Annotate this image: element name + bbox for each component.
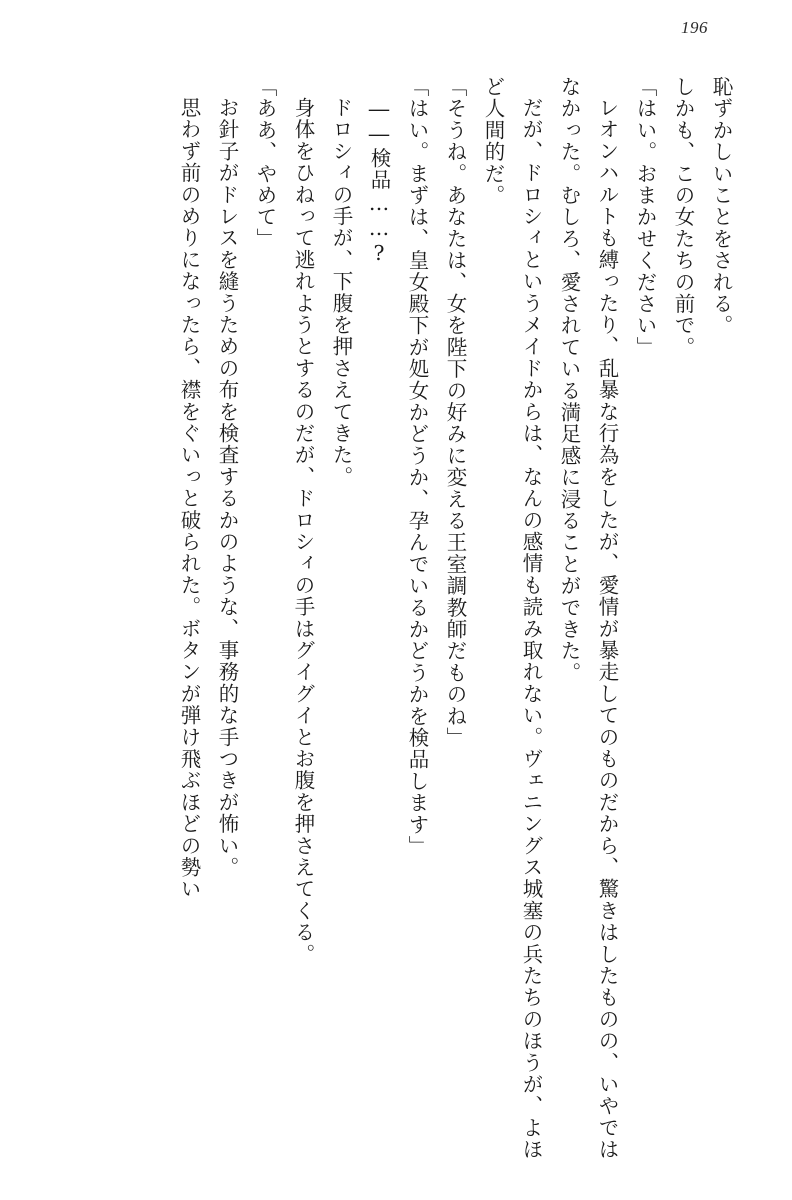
paragraph: 思わず前のめりになったら、襟をぐいっと破られた。ボタンが弾け飛ぶほどの勢い — [177, 97, 201, 900]
paragraph: 恥ずかしいことをされる。 — [709, 76, 733, 337]
paragraph: ――検品……? — [367, 97, 391, 267]
paragraph: 「そうね。あなたは、女を陛下の好みに変える王室調教師だものね」 — [443, 76, 467, 749]
paragraph: 「はい。おまかせください」 — [633, 76, 657, 359]
paragraph: 「ああ、やめて」 — [253, 76, 277, 250]
paragraph: 身体をひねって逃れようとするのだが、ドロシィの手はグイグイとお腹を押さえてくる。 — [291, 97, 315, 965]
paragraph: お針子がドレスを縫うための布を検査するかのような、事務的な手つきが怖い。 — [215, 97, 239, 879]
paragraph: ドロシィの手が、下腹を押さえてきた。 — [329, 97, 353, 488]
body-text-block — [52, 76, 740, 1166]
paragraph: レオンハルトも縛ったり、乱暴な行為をしたが、愛情が暴走してのものだから、驚きはしたものの、いやではなかった。むしろ、愛されている満足感に浸ることができた。 — [557, 76, 619, 1161]
page-number: 196 — [681, 18, 708, 37]
paragraph: 「はい。まずは、皇女殿下が処女かどうか、孕んでいるかどうかを検品します」 — [405, 76, 429, 858]
paragraph: だが、ドロシィというメイドからは、なんの感情も読み取れない。ヴェニングス城塞の兵たちのほうが、よほど人間的だ。 — [481, 76, 543, 1161]
paragraph: しかも、この女たちの前で。 — [671, 76, 695, 359]
